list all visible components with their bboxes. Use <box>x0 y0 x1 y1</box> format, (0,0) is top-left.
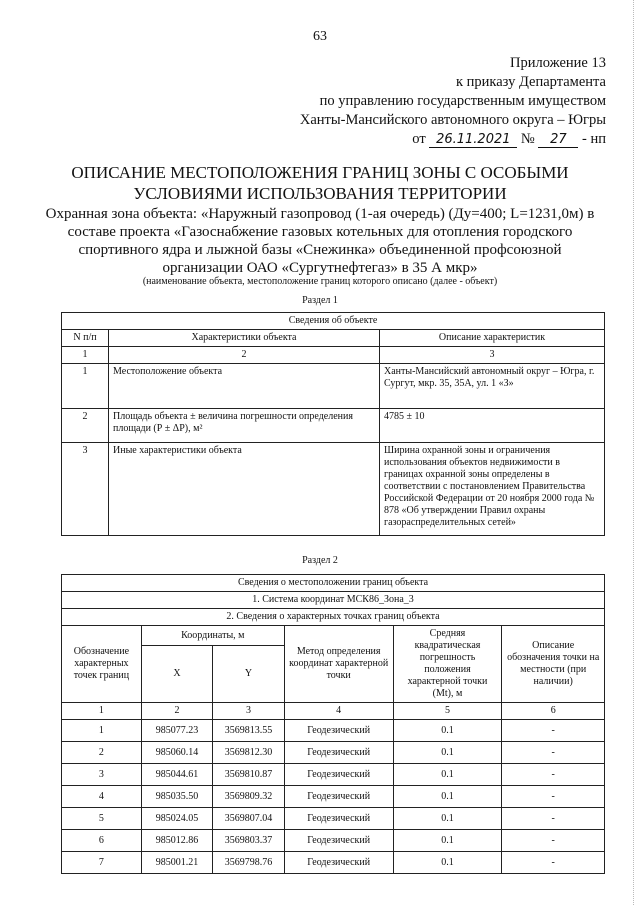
table-row <box>62 742 605 764</box>
order-number: 27 <box>538 132 578 148</box>
table-row <box>62 786 605 808</box>
point-accuracy: 0.1 <box>393 742 502 764</box>
point-x: 985012.86 <box>141 830 213 852</box>
point-x: 985024.05 <box>141 808 213 830</box>
order-date: 26.11.2021 <box>429 132 517 148</box>
point-id: 1 <box>62 720 142 742</box>
point-description: - <box>502 764 605 786</box>
col-number-1: 1 <box>62 347 109 364</box>
point-y: 3569810.87 <box>213 764 285 786</box>
point-method: Геодезический <box>284 852 393 874</box>
point-method: Геодезический <box>284 764 393 786</box>
header-n: N п/п <box>62 330 109 347</box>
object-name: Охранная зона объекта: «Наружный газопровод (1-ая очередь) (Ду=400; L=1231,0м) в составе проекта «Газоснабжение газовых котельных для отопления городского спортивного ядра и лыжной базы «Снежинка» объединенной профсоюзной организации ОАО «Сургутнефтегаз» в 35 А мкр» <box>45 206 595 276</box>
point-description: - <box>502 830 605 852</box>
row-description: Ханты-Мансийский автономный округ – Югра, г. Сургут, мкр. 35, 35А, ул. 1 «З» <box>380 364 605 409</box>
appendix-header <box>300 54 606 149</box>
table-row <box>62 852 605 874</box>
point-method: Геодезический <box>284 808 393 830</box>
point-y: 3569803.37 <box>213 830 285 852</box>
point-accuracy: 0.1 <box>393 764 502 786</box>
point-id: 5 <box>62 808 142 830</box>
margin-dotted-rule <box>632 0 634 905</box>
header-characteristics: Характеристики объекта <box>109 330 380 347</box>
row-number: 3 <box>62 443 109 536</box>
table-row <box>62 830 605 852</box>
table-row <box>62 409 605 443</box>
point-accuracy: 0.1 <box>393 720 502 742</box>
point-id: 6 <box>62 830 142 852</box>
header-point-description: Описание обозначения точки на местности (при наличии) <box>502 626 605 703</box>
point-id: 4 <box>62 786 142 808</box>
point-y: 3569813.55 <box>213 720 285 742</box>
point-y: 3569798.76 <box>213 852 285 874</box>
appendix-line-2: к приказу Департамента <box>455 74 606 90</box>
title-line-1: ОПИСАНИЕ МЕСТОПОЛОЖЕНИЯ ГРАНИЦ ЗОНЫ С ОСОБЫМИ <box>71 163 569 182</box>
col-number-6: 6 <box>502 703 605 720</box>
object-info-table <box>61 312 605 536</box>
col-number-4: 4 <box>284 703 393 720</box>
point-method: Геодезический <box>284 786 393 808</box>
location-title: Сведения о местоположении границ объекта <box>62 575 605 592</box>
points-title: 2. Сведения о характерных точках границ объекта <box>62 609 605 626</box>
boundary-points-table <box>61 574 605 874</box>
point-x: 985044.61 <box>141 764 213 786</box>
table-row <box>62 720 605 742</box>
table-row <box>62 808 605 830</box>
col-number-1: 1 <box>62 703 142 720</box>
section-1-label: Раздел 1 <box>302 295 338 306</box>
table-row <box>62 364 605 409</box>
col-number-3: 3 <box>380 347 605 364</box>
point-x: 985035.50 <box>141 786 213 808</box>
point-y: 3569809.32 <box>213 786 285 808</box>
point-x: 985060.14 <box>141 742 213 764</box>
date-prefix: от <box>412 131 426 147</box>
row-number: 2 <box>62 409 109 443</box>
point-description: - <box>502 720 605 742</box>
table-row <box>62 443 605 536</box>
point-x: 985077.23 <box>141 720 213 742</box>
row-description: 4785 ± 10 <box>380 409 605 443</box>
point-accuracy: 0.1 <box>393 852 502 874</box>
object-info-title: Сведения об объекте <box>62 313 605 330</box>
point-description: - <box>502 808 605 830</box>
section-2-label: Раздел 2 <box>302 555 338 566</box>
title-line-2: УСЛОВИЯМИ ИСПОЛЬЗОВАНИЯ ТЕРРИТОРИИ <box>133 184 507 203</box>
col-number-5: 5 <box>393 703 502 720</box>
header-method: Метод определения координат характерной точки <box>284 626 393 703</box>
header-y: Y <box>213 646 285 703</box>
point-accuracy: 0.1 <box>393 808 502 830</box>
header-point: Обозначение характерных точек границ <box>62 626 142 703</box>
row-characteristic: Площадь объекта ± величина погрешности определения площади (Р ± ΔР), м² <box>109 409 380 443</box>
object-name-note: (наименование объекта, местоположение границ которого описано (далее - объект) <box>142 276 498 287</box>
header-coordinates: Координаты, м <box>141 626 284 646</box>
point-method: Геодезический <box>284 720 393 742</box>
col-number-2: 2 <box>109 347 380 364</box>
order-line <box>300 130 606 149</box>
point-method: Геодезический <box>284 742 393 764</box>
coordinate-system: 1. Система координат МСК86_Зона_3 <box>62 592 605 609</box>
col-number-3: 3 <box>213 703 285 720</box>
point-id: 3 <box>62 764 142 786</box>
appendix-line-1: Приложение 13 <box>510 55 606 71</box>
header-accuracy: Средняя квадратическая погрешность положения характерной точки (Mt), м <box>393 626 502 703</box>
point-accuracy: 0.1 <box>393 786 502 808</box>
document-title <box>40 162 600 204</box>
point-y: 3569807.04 <box>213 808 285 830</box>
point-description: - <box>502 852 605 874</box>
col-number-2: 2 <box>141 703 213 720</box>
point-id: 2 <box>62 742 142 764</box>
row-characteristic: Местоположение объекта <box>109 364 380 409</box>
point-y: 3569812.30 <box>213 742 285 764</box>
point-id: 7 <box>62 852 142 874</box>
point-x: 985001.21 <box>141 852 213 874</box>
point-method: Геодезический <box>284 830 393 852</box>
number-prefix: № <box>520 131 535 147</box>
header-description: Описание характеристик <box>380 330 605 347</box>
page-number: 63 <box>313 29 327 44</box>
appendix-line-4: Ханты-Мансийского автономного округа – Югры <box>299 112 606 128</box>
row-characteristic: Иные характеристики объекта <box>109 443 380 536</box>
number-suffix: - нп <box>582 131 606 147</box>
row-description: Ширина охранной зоны и ограничения использования объектов недвижимости в границах охранной зоны определены в соответствии с постановлением Правительства Российской Федерации от 20 ноября 2000 года № 878 «Об утверждении Правил охраны газораспределительных сетей» <box>380 443 605 536</box>
row-number: 1 <box>62 364 109 409</box>
point-description: - <box>502 742 605 764</box>
header-x: X <box>141 646 213 703</box>
table-row <box>62 764 605 786</box>
point-description: - <box>502 786 605 808</box>
appendix-line-3: по управлению государственным имуществом <box>319 93 606 109</box>
point-accuracy: 0.1 <box>393 830 502 852</box>
